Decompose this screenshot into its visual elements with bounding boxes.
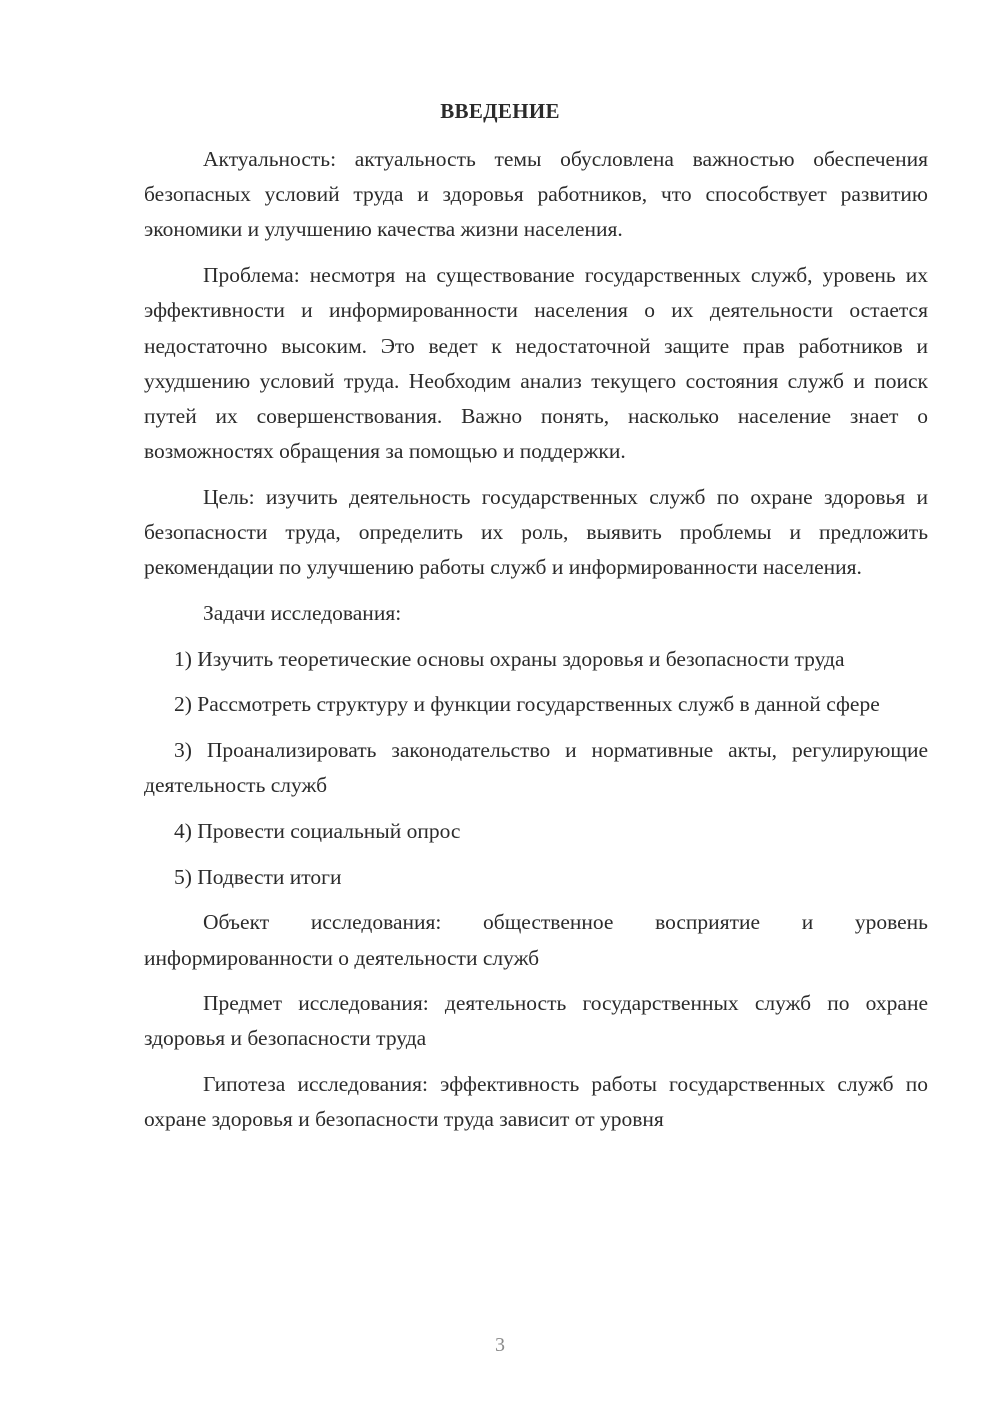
page-number: 3 [495,1334,505,1356]
paragraph-hypothesis: Гипотеза исследования: эффективность работы государственных служб по охране здоровья и безопасности труда зависит от уровня [144,1072,928,1132]
task-item-1: 1) Изучить теоретические основы охраны здоровья и безопасности труда [174,646,845,671]
document-body [144,142,928,1148]
task-item-3: 3) Проанализировать законодательство и нормативные акты, регулирующие деятельность служб [144,738,928,798]
paragraph-relevance: Актуальность: актуальность темы обусловлена важностью обеспечения безопасных условий труда и здоровья работников, что способствует развитию экономики и улучшению качества жизни населения. [144,147,928,242]
paragraph-goal: Цель: изучить деятельность государственных служб по охране здоровья и безопасности труда, определить их роль, выявить проблемы и предложить рекомендации по улучшению работы служб и информированности населения. [144,484,928,580]
task-item-2: 2) Рассмотреть структуру и функции государственных служб в данной сфере [174,692,880,717]
paragraph-subject: Предмет исследования: деятельность государственных служб по охране здоровья и безопасности труда [144,991,928,1051]
task-item-5: 5) Подвести итоги [174,864,342,889]
task-item-4: 4) Провести социальный опрос [174,818,461,843]
paragraph-object: Объект исследования: общественное восприятие и уровень информированности о деятельности служб [144,910,928,970]
section-title: ВВЕДЕНИЕ [440,99,560,123]
paragraph-problem: Проблема: несмотря на существование государственных служб, уровень их эффективности и информированности населения о их деятельности остается недостаточно высоким. Это ведет к недостаточной защите прав работников и ухудшению условий труда. Необходим анализ текущего состояния служб и поиск путей их совершенствования. Важно понять, насколько население знает о возможностях обращения за помощью и поддержки. [144,263,928,464]
paragraph-tasks-heading: Задачи исследования: [203,600,402,625]
